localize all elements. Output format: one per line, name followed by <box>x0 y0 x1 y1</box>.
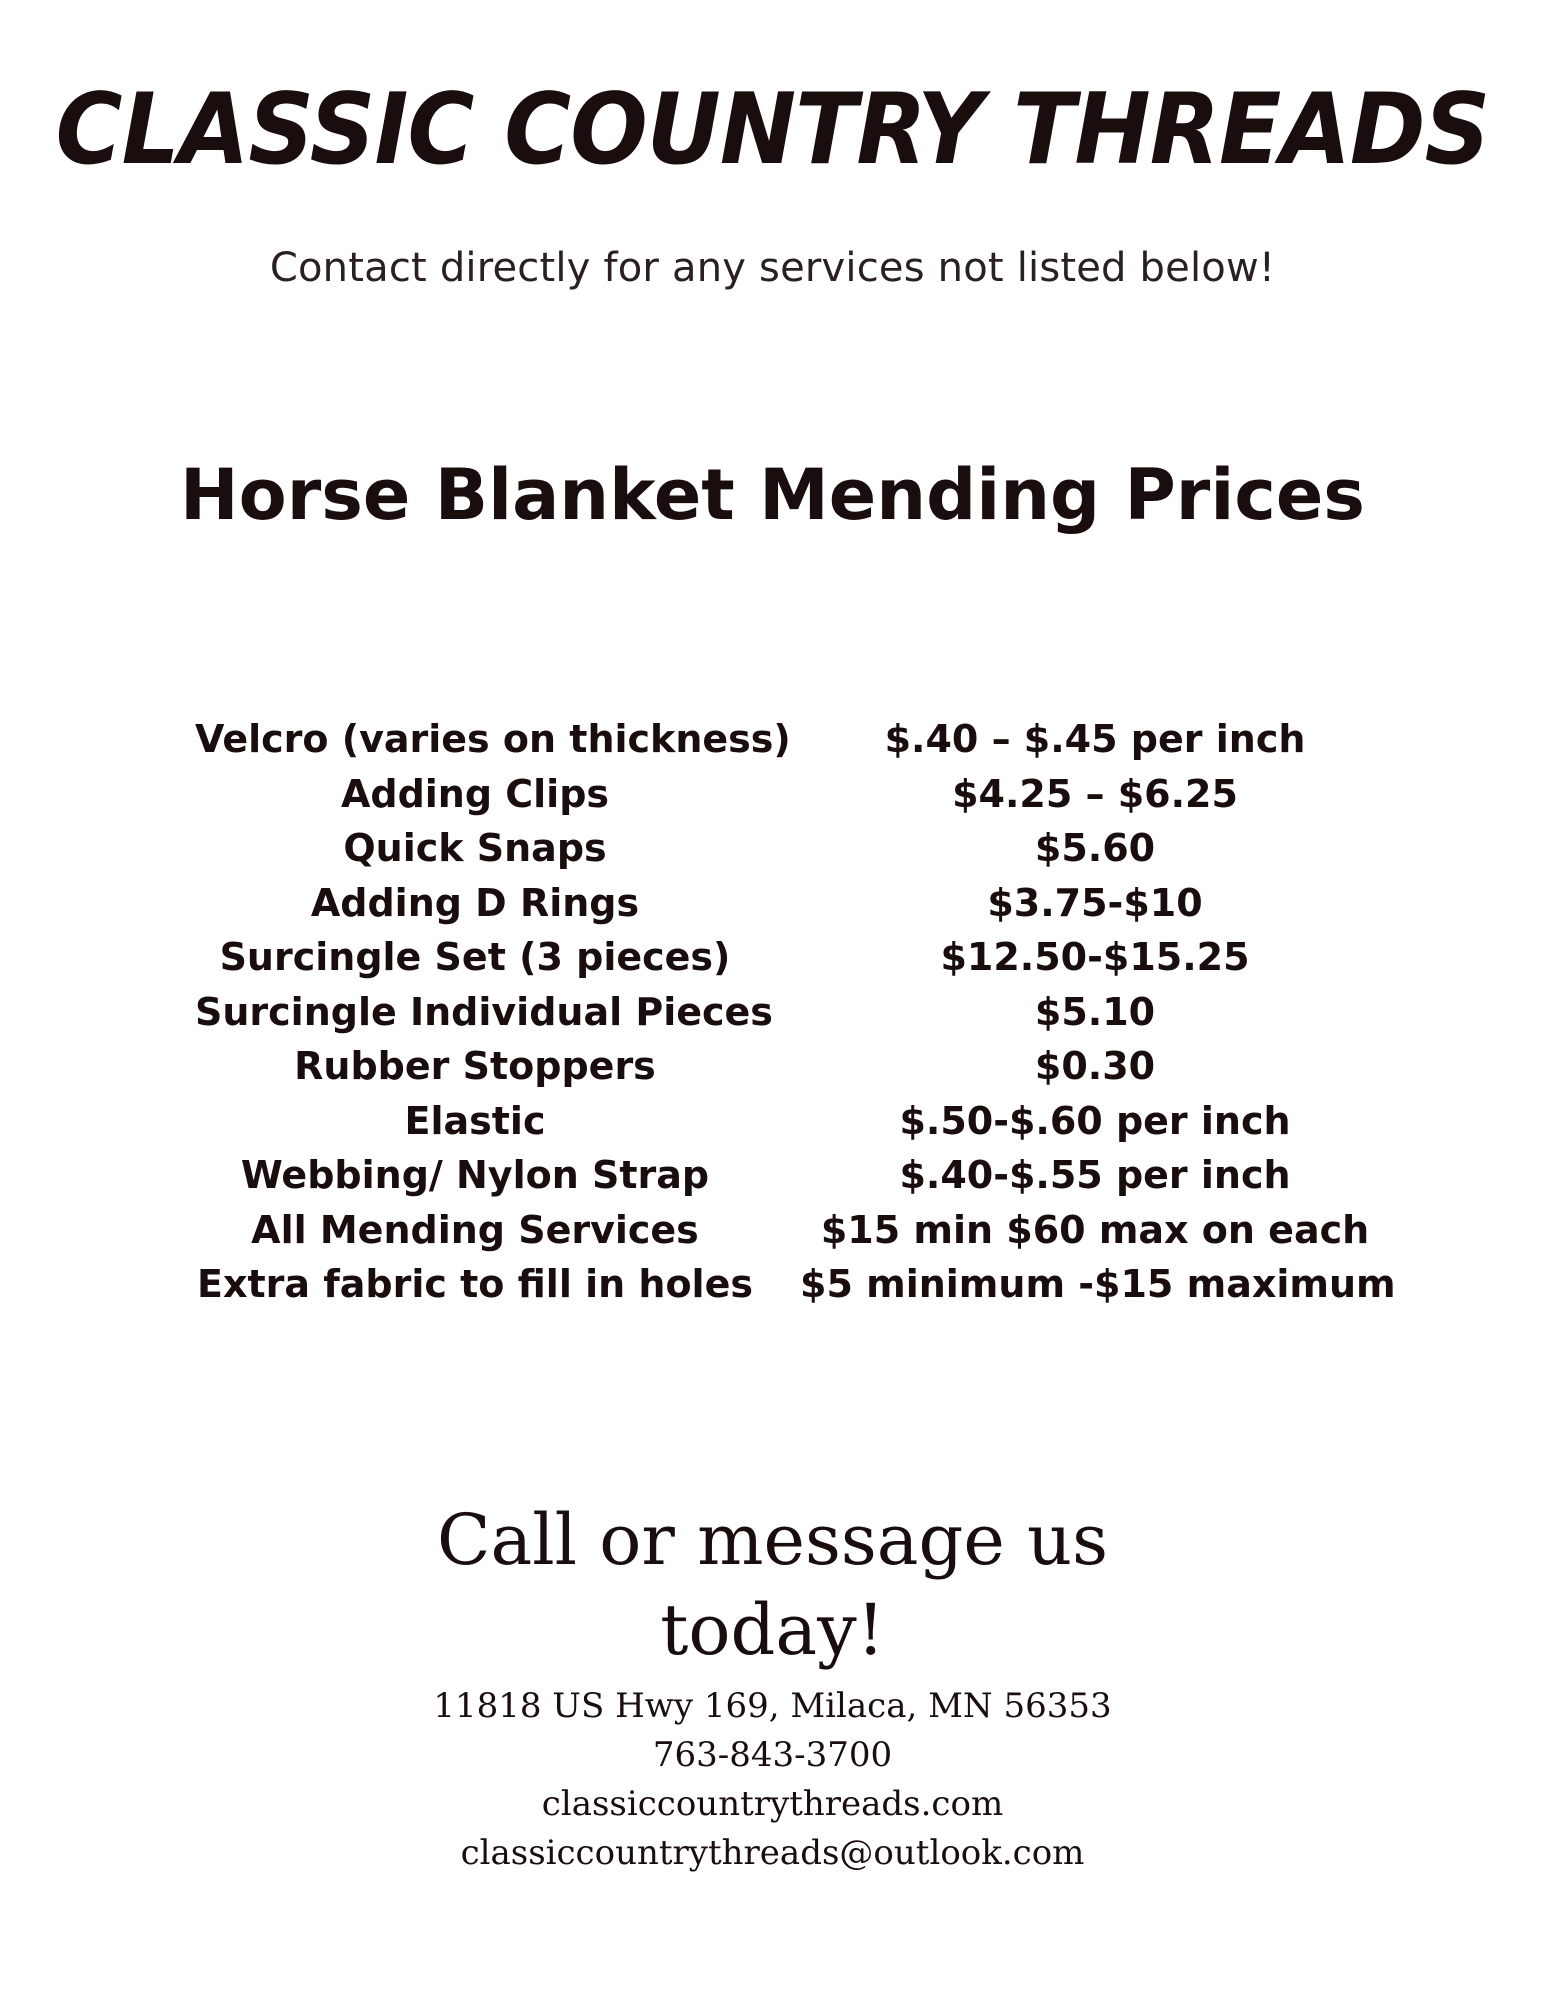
call-to-action <box>0 1495 1545 1675</box>
price-row <box>0 1039 1545 1094</box>
service-price: $15 min $60 max on each <box>820 1207 1370 1252</box>
service-price: $4.25 – $6.25 <box>952 771 1238 816</box>
price-row <box>0 1148 1545 1203</box>
service-name: Velcro (varies on thickness) <box>195 717 791 761</box>
service-price: $12.50-$15.25 <box>940 935 1250 979</box>
service-price: $3.75-$10 <box>987 880 1203 925</box>
service-name: Quick Snaps <box>343 826 607 870</box>
cta-line-2: today! <box>660 1589 885 1671</box>
price-row <box>0 1203 1545 1258</box>
contact-info <box>0 1682 1545 1878</box>
price-row <box>0 1257 1545 1312</box>
service-name: Extra fabric to fill in holes <box>197 1262 753 1306</box>
price-row <box>0 712 1545 767</box>
service-price: $5.60 <box>1034 826 1156 870</box>
price-row <box>0 930 1545 985</box>
price-list <box>0 712 1545 1312</box>
service-price: $.40 – $.45 per inch <box>884 717 1306 761</box>
price-row <box>0 985 1545 1040</box>
tagline: Contact directly for any services not listed below! <box>269 245 1276 291</box>
service-price: $5 minimum -$15 maximum <box>800 1262 1396 1306</box>
page-title: Horse Blanket Mending Prices <box>180 454 1365 536</box>
service-name: Adding Clips <box>340 771 610 816</box>
email-address: classiccountrythreads@outlook.com <box>460 1833 1085 1873</box>
brand-title: CLASSIC COUNTRY THREADS <box>55 73 1490 187</box>
price-row <box>0 767 1545 822</box>
service-price: $.40-$.55 per inch <box>899 1153 1291 1197</box>
price-row <box>0 821 1545 876</box>
service-name: Webbing/ Nylon Strap <box>240 1153 710 1197</box>
cta-line-1: Call or message us <box>436 1499 1109 1581</box>
service-name: Surcingle Individual Pieces <box>195 989 773 1034</box>
address: 11818 US Hwy 169, Milaca, MN 56353 <box>433 1686 1112 1726</box>
service-price: $5.10 <box>1034 989 1156 1034</box>
website: classiccountrythreads.com <box>541 1784 1004 1824</box>
phone-number: 763-843-3700 <box>652 1735 893 1775</box>
price-row <box>0 876 1545 931</box>
price-row <box>0 1094 1545 1149</box>
service-name: All Mending Services <box>251 1207 699 1252</box>
service-name: Rubber Stoppers <box>294 1044 656 1088</box>
service-price: $.50-$.60 per inch <box>899 1098 1291 1143</box>
service-name: Adding D Rings <box>310 880 640 925</box>
service-name: Elastic <box>404 1098 546 1143</box>
service-price: $0.30 <box>1034 1044 1156 1088</box>
service-name: Surcingle Set (3 pieces) <box>219 935 731 979</box>
